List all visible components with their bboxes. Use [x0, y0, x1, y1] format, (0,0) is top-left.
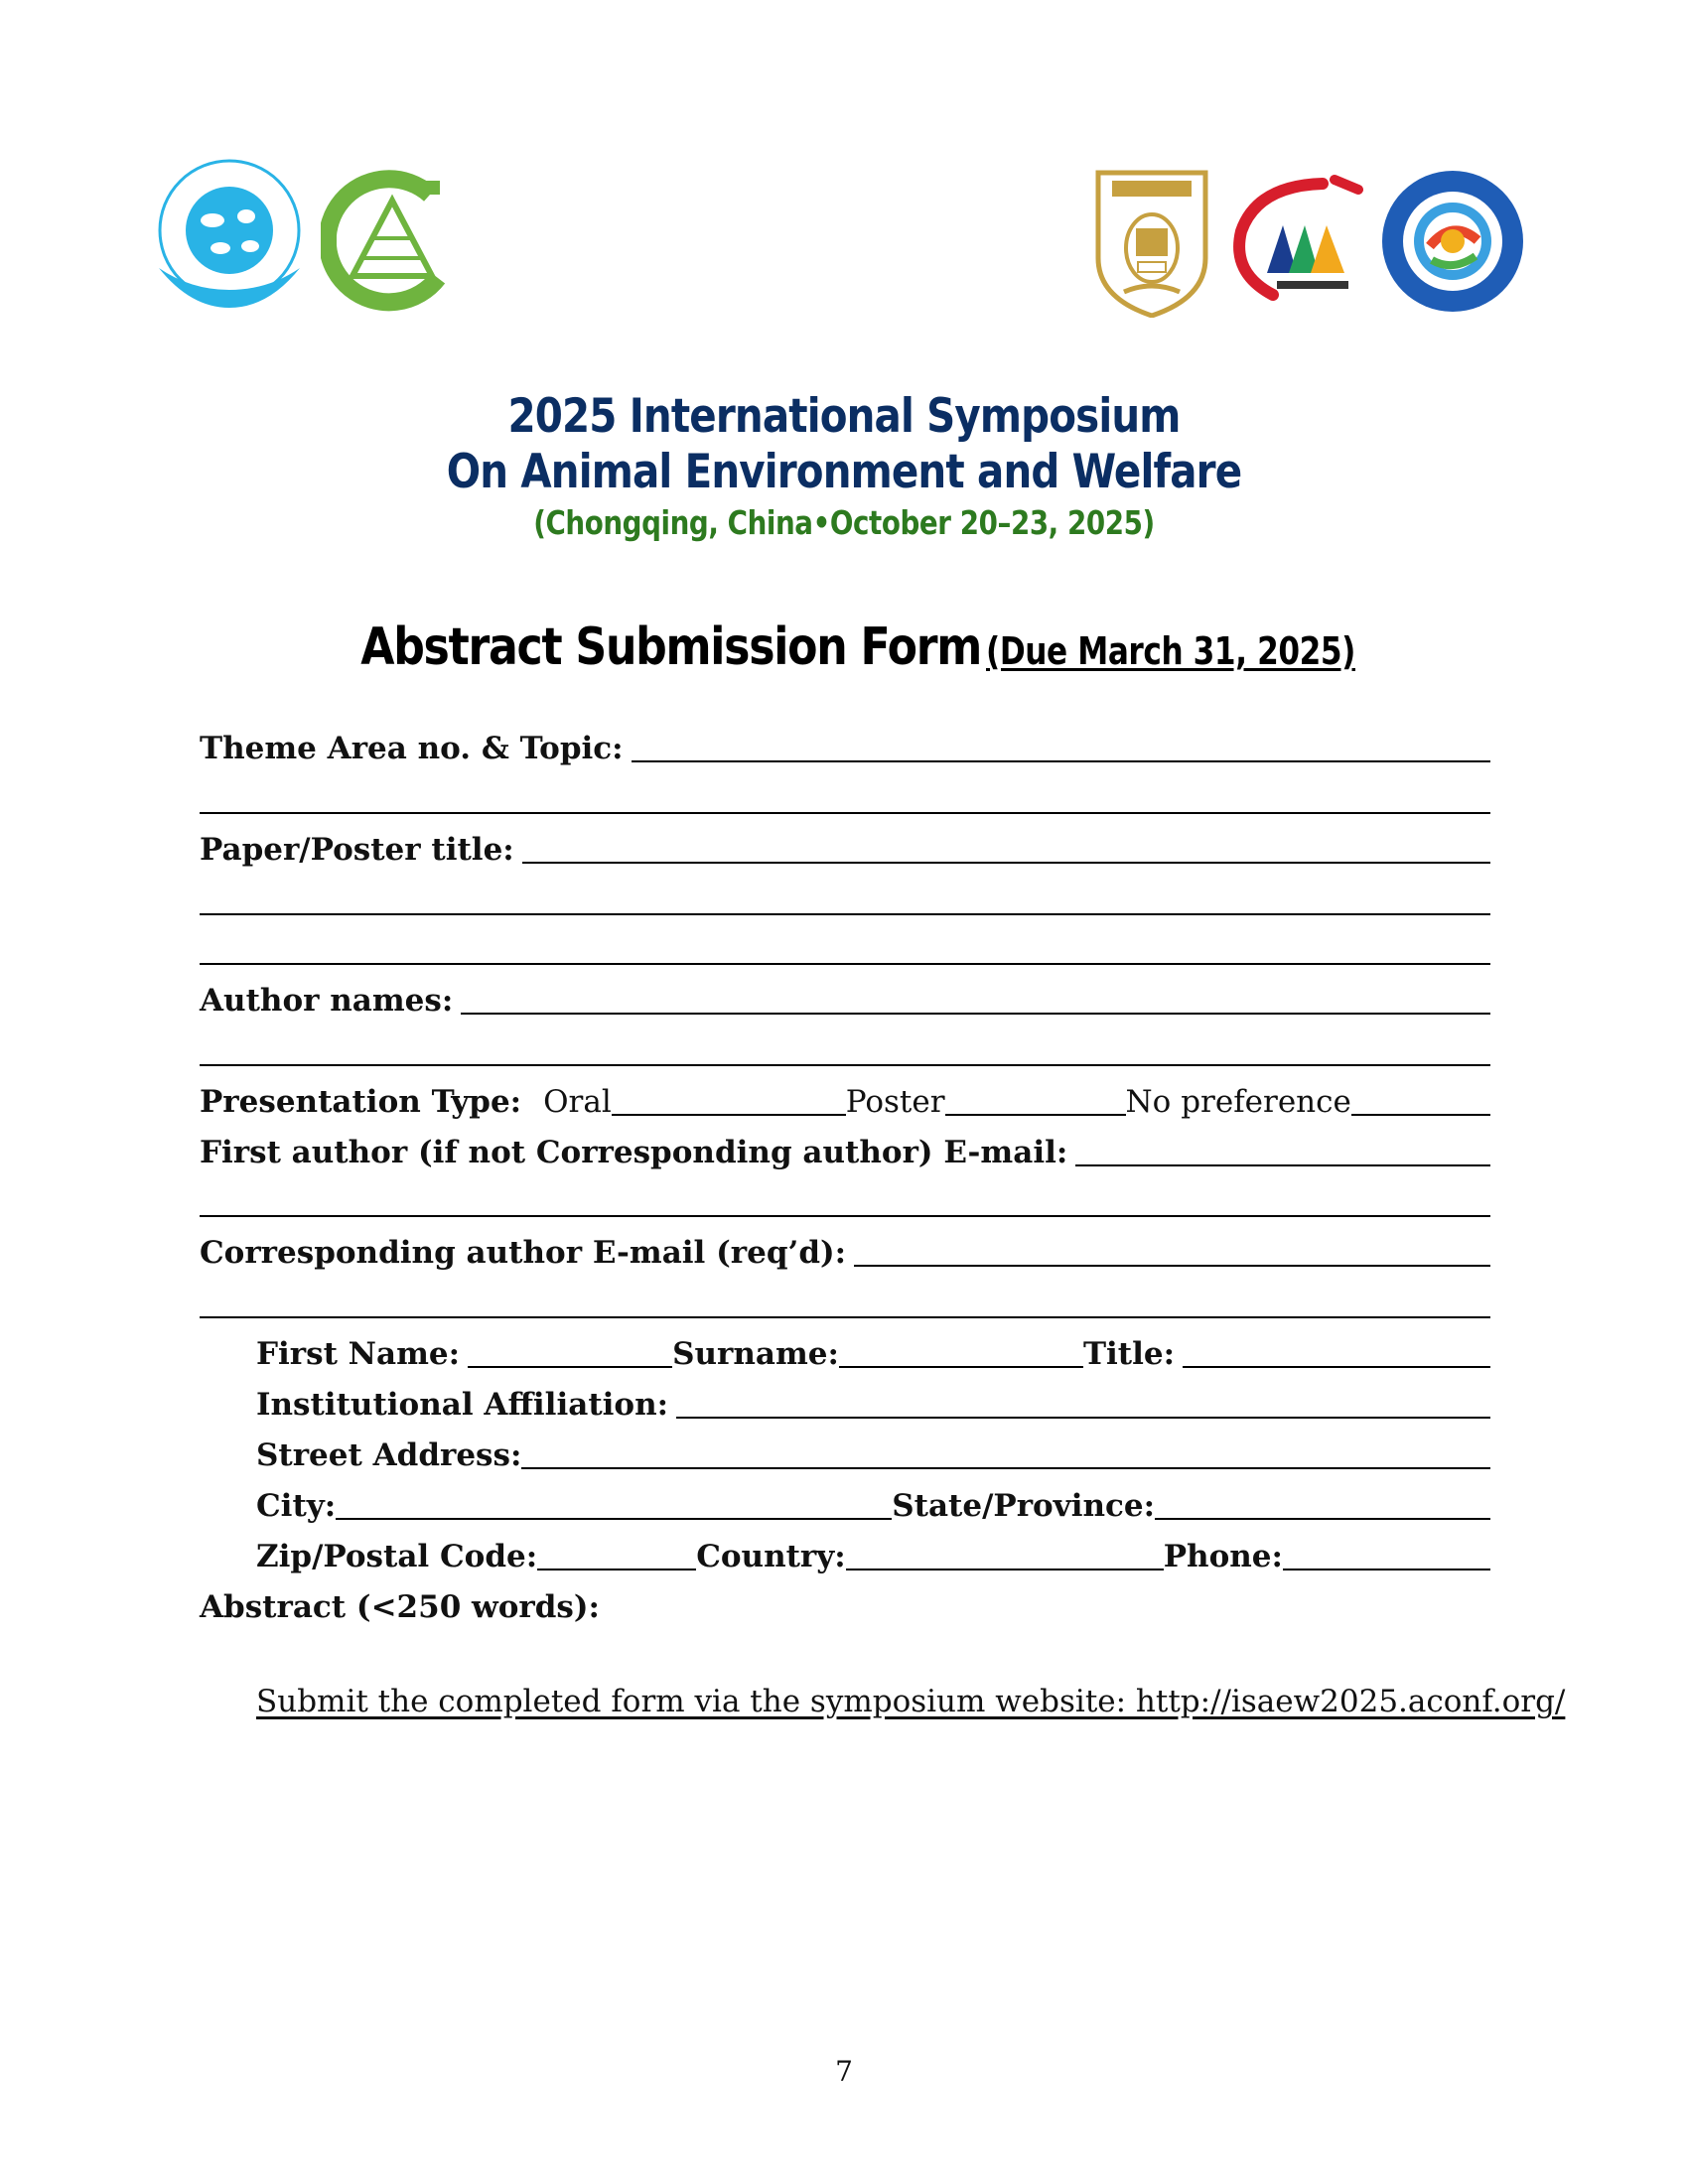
- affiliation-field[interactable]: [676, 1417, 1490, 1419]
- street-row: [256, 1432, 1490, 1475]
- chongqing-academy-animal-sciences-logo: [1227, 174, 1366, 317]
- symposium-title-block: [0, 389, 1688, 546]
- first-name-label: First Name:: [256, 1336, 461, 1372]
- paper-title-label: Paper/Poster title:: [200, 832, 514, 868]
- corresponding-email-field[interactable]: [854, 1265, 1490, 1267]
- city-field[interactable]: [336, 1518, 892, 1520]
- street-label: Street Address:: [256, 1437, 522, 1473]
- surname-field[interactable]: [839, 1366, 1083, 1368]
- name-row: [256, 1330, 1490, 1374]
- oral-option-label: Oral: [543, 1084, 612, 1120]
- china-agricultural-university-logo: [1090, 167, 1213, 322]
- zip-field[interactable]: [537, 1569, 696, 1570]
- paper-title-continuation-line-1[interactable]: [200, 913, 1490, 915]
- corresponding-email-continuation-line[interactable]: [200, 1316, 1490, 1318]
- zip-label: Zip/Postal Code:: [256, 1539, 538, 1574]
- title-label: Title:: [1082, 1336, 1176, 1372]
- city-label: City:: [256, 1488, 337, 1524]
- state-field[interactable]: [1155, 1518, 1490, 1520]
- street-field[interactable]: [521, 1467, 1490, 1469]
- paper-title-row: [200, 826, 1490, 870]
- paper-title-field[interactable]: [522, 862, 1490, 864]
- authors-row: [200, 977, 1490, 1021]
- poster-option-label: Poster: [845, 1084, 945, 1120]
- no-preference-option-label: No preference: [1125, 1084, 1351, 1120]
- presentation-type-label: Presentation Type:: [200, 1084, 522, 1120]
- zip-row: [256, 1533, 1490, 1576]
- symposium-subtitle: (Chongqing, China•October 20–23, 2025): [533, 503, 1155, 542]
- abstract-row: [200, 1583, 1490, 1627]
- authors-continuation-line[interactable]: [200, 1064, 1490, 1066]
- theme-field[interactable]: [632, 760, 1490, 762]
- form-title-main: Abstract Submission Form: [360, 617, 981, 677]
- surname-label: Surname:: [672, 1336, 839, 1372]
- animal-environment-welfare-center-logo: [151, 159, 308, 320]
- page-number: 7: [835, 2055, 853, 2088]
- theme-label: Theme Area no. & Topic:: [200, 731, 624, 766]
- first-name-field[interactable]: [468, 1366, 672, 1368]
- first-author-email-field[interactable]: [1075, 1164, 1490, 1166]
- city-row: [256, 1482, 1490, 1526]
- corresponding-email-label: Corresponding author E-mail (req’d):: [200, 1235, 847, 1271]
- affiliation-row: [256, 1381, 1490, 1425]
- country-field[interactable]: [846, 1569, 1164, 1570]
- first-author-email-continuation-line[interactable]: [200, 1215, 1490, 1217]
- presentation-type-row: [200, 1078, 1490, 1122]
- title-field[interactable]: [1183, 1366, 1490, 1368]
- symposium-title-line2: On Animal Environment and Welfare: [446, 445, 1242, 499]
- poster-field[interactable]: [945, 1114, 1126, 1116]
- oral-field[interactable]: [612, 1114, 846, 1116]
- national-center-technology-innovation-logo: [1380, 169, 1525, 318]
- symposium-title-line1: 2025 International Symposium: [507, 389, 1181, 444]
- theme-row: [200, 725, 1490, 768]
- form-due-date: (Due March 31, 2025): [986, 629, 1356, 673]
- corresponding-email-row: [200, 1229, 1490, 1273]
- theme-continuation-line[interactable]: [200, 812, 1490, 814]
- affiliation-label: Institutional Affiliation:: [256, 1387, 669, 1423]
- first-author-email-row: [200, 1129, 1490, 1172]
- country-label: Country:: [696, 1539, 846, 1574]
- paper-title-continuation-line-2[interactable]: [200, 963, 1490, 965]
- phone-field[interactable]: [1283, 1569, 1490, 1570]
- form-title: [0, 617, 1688, 677]
- phone-label: Phone:: [1163, 1539, 1283, 1574]
- authors-label: Author names:: [200, 983, 454, 1019]
- no-preference-field[interactable]: [1351, 1114, 1490, 1116]
- state-label: State/Province:: [892, 1488, 1156, 1524]
- first-author-email-label: First author (if not Corresponding author) E-mail:: [200, 1135, 1068, 1170]
- submit-note-link[interactable]: Submit the completed form via the symposium website: http://isaew2025.aconf.org/: [256, 1684, 1566, 1719]
- authors-field[interactable]: [461, 1013, 1490, 1015]
- abstract-label: Abstract (<250 words):: [200, 1589, 600, 1625]
- green-gear-pyramid-logo: [321, 167, 464, 316]
